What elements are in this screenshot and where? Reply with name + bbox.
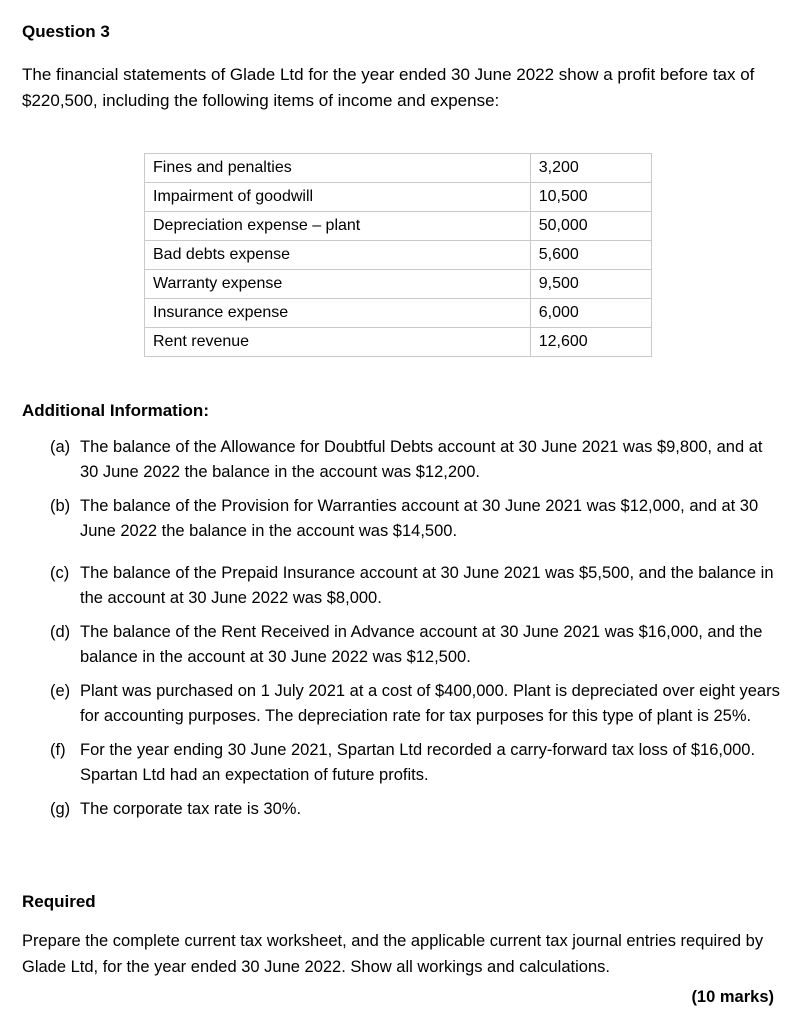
list-item-text: The balance of the Rent Received in Advance account at 30 June 2021 was $16,000, and the balance in the account at 30 June 2022 was $12,500. (80, 623, 763, 666)
list-item-marker: (b) (50, 497, 71, 515)
table-row (145, 212, 652, 241)
list-item (50, 797, 780, 822)
required-text: Prepare the complete current tax worksheet, and the applicable current tax journal entries required by Glade Ltd, for the year ended 30 June 2022. Show all workings and calculations. (22, 932, 764, 976)
list-item-marker: (d) (50, 623, 71, 641)
table-row (145, 270, 652, 299)
row-label: Bad debts expense (145, 241, 531, 270)
list-item (50, 620, 780, 670)
row-label: Impairment of goodwill (145, 183, 531, 212)
list-item-marker: (f) (50, 741, 66, 759)
row-value: 9,500 (530, 270, 651, 299)
required-heading: Required (22, 892, 96, 911)
list-item-text: The balance of the Allowance for Doubtful Debts account at 30 June 2021 was $9,800, and at 30 June 2022 the balance in the account was $12,200. (80, 438, 763, 481)
list-item (50, 494, 780, 544)
list-item-text: The balance of the Prepaid Insurance account at 30 June 2021 was $5,500, and the balance in the account at 30 June 2022 was $8,000. (80, 564, 774, 607)
list-item-marker: (a) (50, 438, 71, 456)
list-item (50, 738, 780, 788)
row-label: Depreciation expense – plant (145, 212, 531, 241)
row-value: 3,200 (530, 154, 651, 183)
list-item-text: The corporate tax rate is 30%. (80, 800, 302, 818)
row-value: 6,000 (530, 299, 651, 328)
table-row (145, 299, 652, 328)
row-value: 50,000 (530, 212, 651, 241)
additional-information-heading: Additional Information: (22, 401, 209, 420)
additional-information-list (50, 435, 780, 822)
table-row (145, 328, 652, 357)
row-label: Warranty expense (145, 270, 531, 299)
list-item-text: For the year ending 30 June 2021, Spartan Ltd recorded a carry-forward tax loss of $16,000. Spartan Ltd had an expectation of future profits. (80, 741, 756, 784)
question-intro: The financial statements of Glade Ltd for the year ended 30 June 2022 show a profit before tax of $220,500, including the following items of income and expense: (22, 65, 755, 110)
row-label: Insurance expense (145, 299, 531, 328)
row-label: Rent revenue (145, 328, 531, 357)
question-title: Question 3 (22, 22, 110, 41)
row-value: 10,500 (530, 183, 651, 212)
row-value: 5,600 (530, 241, 651, 270)
list-item-marker: (c) (50, 564, 70, 582)
list-item-text: The balance of the Provision for Warranties account at 30 June 2021 was $12,000, and at 30 June 2022 the balance in the account was $14,500. (80, 497, 759, 540)
income-expense-table (144, 153, 652, 357)
row-label: Fines and penalties (145, 154, 531, 183)
list-item (50, 679, 780, 729)
list-item (50, 561, 780, 611)
table-row (145, 183, 652, 212)
list-item-marker: (e) (50, 682, 71, 700)
row-value: 12,600 (530, 328, 651, 357)
table-row (145, 241, 652, 270)
marks-label: (10 marks) (691, 988, 774, 1006)
table-row (145, 154, 652, 183)
list-item (50, 435, 780, 485)
list-item-text: Plant was purchased on 1 July 2021 at a cost of $400,000. Plant is depreciated over eight years for accounting purposes. The depreciation rate for tax purposes for this type of plant is 25%. (80, 682, 780, 725)
list-item-marker: (g) (50, 800, 71, 818)
